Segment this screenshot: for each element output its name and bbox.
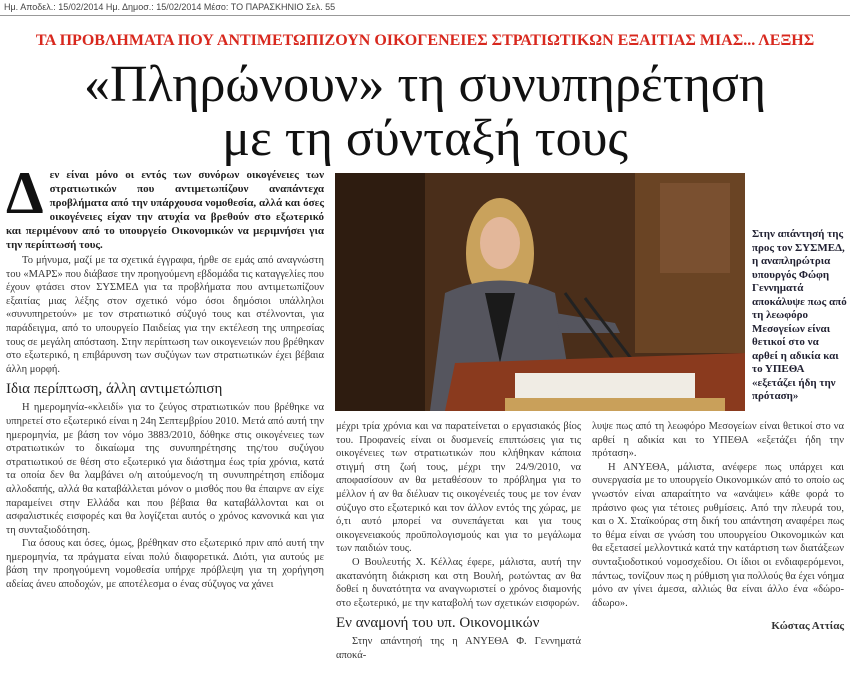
headline-line-2: με τη σύνταξή τους [222, 110, 628, 167]
subheading: Εν αναμονή του υπ. Οικονομικών [336, 615, 540, 632]
headline-line-1: «Πληρώνουν» τη συνυπηρέτηση [83, 56, 767, 113]
paragraph: μέχρι τρία χρόνια και να παρατείνεται ο εργασιακός βίος του. Προφανείς είναι οι δυσμενείς επιπτώσεις για τις οικογένειες των στρατιωτικών που κλήθηκαν κάποια στιγμή στη ζωή τους, μέχρι την 24/9/2010, να αποφασίσουν αν θα μεταθέσουν το πρόβλημα για το μέλλον ή αν θα διέλυαν τις οικογένειές τους με τον έναν σύζυγο στο εξωτερικό και τον άλλον εντός της χώρας, με ό,τι αυτό μπορεί να συνεπάγεται και για τους οικογενειακούς προϋπολογισμούς και για το μεγάλωμα των παιδιών τους. [336, 421, 581, 555]
article-photo [335, 173, 745, 411]
paragraph: Η ΑΝΥΕΘΑ, μάλιστα, ανέφερε πως υπάρχει και συνεργασία με το υπουργείο Οικονομικών από το οποίο ως γνωστόν είναι απαραίτητο να «ανάψει» κάθε φορά το πράσινο φως για τέτοιες ρυθμίσεις. Από την πλευρά του, και ο Χ. Σταϊκούρας στη δική του απάντηση αναφέρει πως το θέμα είναι σε γνώση του υπουργείου Οικονομικών και θα εξετασεί μελλοντικά κατά την κατάρτιση των διατάξεων συνταξιοδοτικού νομοσχεδίου. Οι ίδιοι οι ενδιαφερόμενοι, πάντως, τονίζουν πως η ρύθμιση για πολλούς θα έχει νόημα μόνο αν γίνει άμεσα, αλλιώς θα είναι άλλο ένα «δώρο-άδωρο». [592, 461, 844, 609]
drop-cap: Δ [6, 160, 44, 226]
subheading: Ιδια περίπτωση, άλλη αντιμετώπιση [6, 381, 223, 398]
byline: Κώστας Αττίας [771, 620, 844, 633]
clipping-metadata: Ημ. Αποδελ.: 15/02/2014 Ημ. Δημοσ.: 15/02/2014 Μέσο: ΤΟ ΠΑΡΑΣΚΗΝΙΟ Σελ. 55 [4, 2, 336, 12]
lead-text: εν είναι μόνο οι εντός των συνόρων οικογένειες των στρατιωτικών που αντιμετωπίζουν αναπάντεχα προβλήματα από την υπάρχουσα νομοθεσία, αλλά και όσες οικογένειες είχαν την ατυχία να βρεθούν στο εξωτερικό και περιμένουν από το υπουργείο Οικονομικών να μεριμνήσει για την περίπτωσή τους. [6, 169, 324, 251]
paragraph: Στην απάντησή της η ΑΝΥΕΘΑ Φ. Γεννηματά αποκά- [336, 636, 581, 661]
lead-paragraph [6, 160, 324, 252]
paragraph: Η ημερομηνία-«κλειδί» για το ζεύγος στρατιωτικών που βρέθηκε να υπηρετεί στο εξωτερικό είναι η 24η Σεπτεμβρίου 2010. Μετά από αυτή την ημερομηνία, με βάση τον νόμο 3883/2010, δόθηκε στις οικογένειες των στρατιωτικών το δικαίωμα της συνυπηρέτησης της/του συζύγου στρατιωτικού σε θέση στο εξωτερικό για διάστημα έως τρία χρόνια, κατά τα οποία δεν θα λαμβάνει ο/η αιτούμενος/η τη συνυπηρέτηση επίδομα αλλοδαπής, αλλά θα καταβάλλεται μόνον ο μισθός που θα έπαιρνε αν είχε παραμείνει στην Ελλάδα και που βέβαια θα καταβάλλονται και οι ασφαλιστικές εισφορές και θα λογίζεται αυτός ο χρόνος κανονικά και για τη συνταξιοδότηση. [6, 402, 324, 536]
column-3 [592, 420, 844, 634]
column-2 [336, 420, 581, 663]
divider [0, 15, 850, 16]
column-1 [6, 160, 324, 592]
photo-caption: Στην απάντησή της προς τον ΣΥΣΜΕΔ, η αναπληρώτρια υπουργός Φώφη Γεννηματά αποκάλυψε πως από τη λεωφόρο Μεσογείων είναι θετικοί στο να αρθεί η αδικία και το ΥΠΕΘΑ «εξετάζει ήδη την πρόταση» [752, 228, 847, 402]
paragraph: Το μήνυμα, μαζί με τα σχετικά έγγραφα, ήρθε σε εμάς από αναγνώστη του «ΜΑΡΣ» που διάβασε την προηγούμενη εβδομάδα τις καταγγελίες που έχουν φτάσει στον ΣΥΣΜΕΔ για τα προβλήματα που αντιμετωπίζουν εξαιτίας μιας λέξης στον σχετικό νόμο όσοι δημόσιοι υπάλληλοι «συνυπηρετούν» με τον στρατιωτικό σύζυγό τους και στέλνονται, για παράδειγμα, από το υπουργείο Παιδείας για την εκτέλεση της υπηρεσίας τους σε μεγάλη απόσταση. Στην περίπτωση των οικογενειών που βρέθηκαν στο εξωτερικό, η επιβάρυνση των συζύγων των στρατιωτικών έχει βέβαια άλλη μορφή. [6, 255, 324, 375]
paragraph: λυψε πως από τη λεωφόρο Μεσογείων είναι θετικοί στο να αρθεί η αδικία και το ΥΠΕΘΑ «εξετάζει ήδη την πρόταση». [592, 421, 844, 460]
photo-illustration [335, 173, 745, 411]
paragraph: Για όσους και όσες, όμως, βρέθηκαν στο εξωτερικό πριν από αυτή την ημερομηνία, τα πράγματα είναι πολύ διαφορετικά. Διότι, για αυτούς με βάση την προηγούμενη νομοθεσία υπήρχε πρόβλεψη για τη χορήγηση αδείας άνευ αποδοχών, με αποτέλεσμα ο ένας σύζυγος να χάνει [6, 538, 324, 591]
kicker: ΤΑ ΠΡΟΒΛΗΜΑΤΑ ΠΟΥ ΑΝΤΙΜΕΤΩΠΙΖΟΥΝ ΟΙΚΟΓΕΝΕΙΕΣ ΣΤΡΑΤΙΩΤΙΚΩΝ ΕΞΑΙΤΙΑΣ ΜΙΑΣ... ΛΕΞΗΣ [35, 32, 815, 49]
paragraph: Ο Βουλευτής Χ. Κέλλας έφερε, μάλιστα, αυτή την ακατανόητη διάκριση και στη Βουλή, ρωτώντας αν θα δοθεί η δυνατότητα να αναγνωριστεί ο χρόνος διαμονής στο εξωτερικό, με την καταβολή των σχετικών εισφορών. [336, 556, 581, 609]
